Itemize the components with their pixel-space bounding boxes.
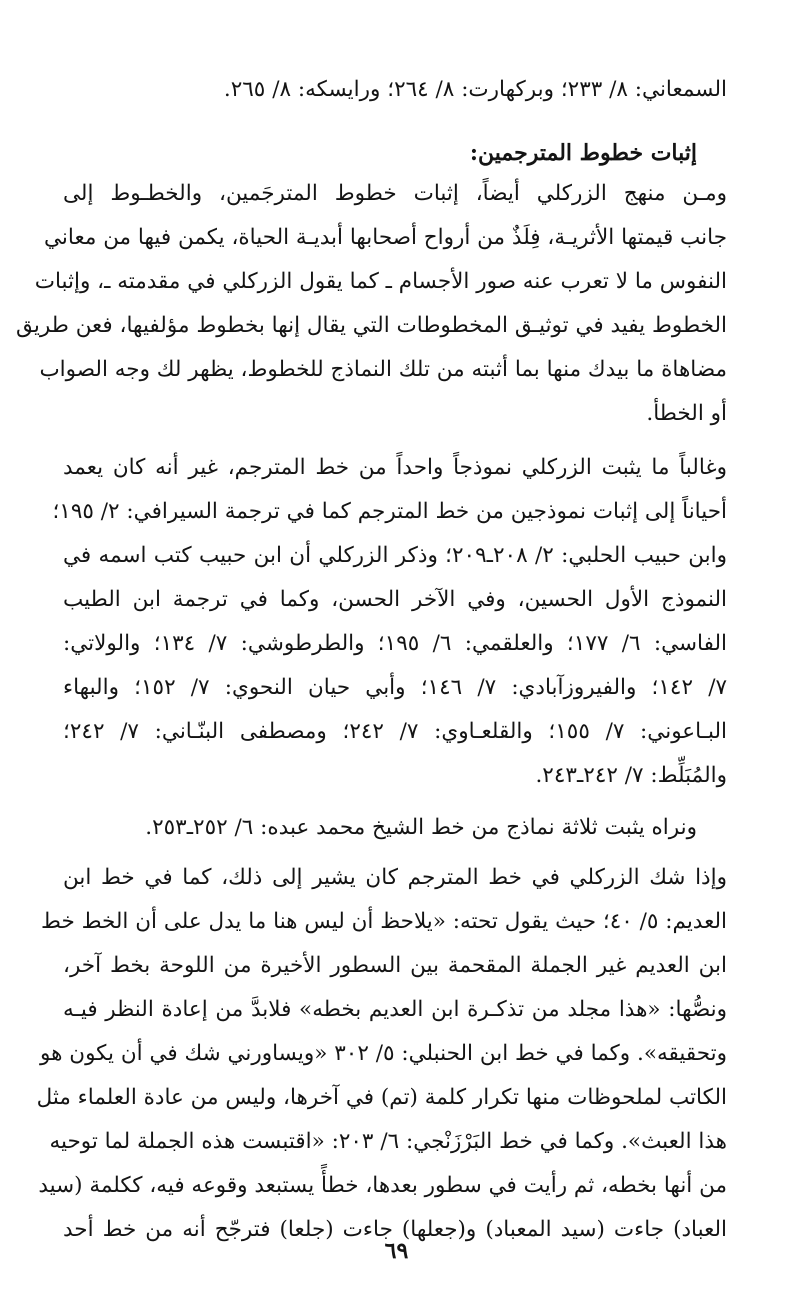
paragraph-line: الكاتب لملحوظات منها تكرار كلمة (تم) في آخرها، وليس من عادة العلماء مثل [36,1085,727,1110]
footnote-line: السمعاني: ٨/ ٢٣٣؛ وبركهارت: ٨/ ٢٦٤؛ ورايسكه: ٨/ ٢٦٥. [223,77,727,102]
paragraph-line: جانب قيمتها الأثريـة، فِلَذٌ من أرواح أصحابها أبديـة الحياة، يكمن فيها من معاني [44,225,727,250]
paragraph-line: أحياناً إلى إثبات نموذجين من خط المترجم كما في ترجمة السيرافي: ٢/ ١٩٥؛ [52,499,727,524]
paragraph-line: ونصُّها: «هذا مجلد من تذكـرة ابن العديم بخطه» فلابدَّ من إعادة النظر فيـه [63,997,727,1022]
paragraph-line: العديم: ٥/ ٤٠؛ حيث يقول تحته: «يلاحظ أن ليس هنا ما يدل على أن الخط خط [41,909,727,934]
paragraph-line: وابن حبيب الحلبي: ٢/ ٢٠٨ـ٢٠٩؛ وذكر الزركلي أن ابن حبيب كتب اسمه في [63,543,728,568]
paragraph-line: ونراه يثبت ثلاثة نماذج من خط الشيخ محمد عبده: ٦/ ٢٥٢ـ٢٥٣. [145,815,697,840]
paragraph-line: مضاهاة ما بيدك منها بما أثبته من تلك النماذج للخطوط، يظهر لك وجه الصواب [39,357,727,382]
section-heading: إثبات خطوط المترجمين: [469,140,697,166]
paragraph-line: الخطوط يفيد في توثيـق المخطوطات التي يقال إنها بخطوط مؤلفيها، فعن طريق [15,313,727,338]
paragraph-line: النموذج الأول الحسين، وفي الآخر الحسن، وكما في ترجمة ابن الطيب [63,587,727,612]
paragraph-line: البـاعوني: ٧/ ١٥٥؛ والقلعـاوي: ٧/ ٢٤٢؛ ومصطفى البنّـاني: ٧/ ٢٤٢؛ [63,719,727,744]
paragraph-line: وتحقيقه». وكما في خط ابن الحنبلي: ٥/ ٣٠٢ «ويساورني شك في أن يكون هو [40,1041,727,1066]
paragraph-line: ٧/ ١٤٢؛ والفيروزآبادي: ٧/ ١٤٦؛ وأبي حيان النحوي: ٧/ ١٥٢؛ والبهاء [63,675,727,700]
paragraph-line: ومـن منهج الزركلي أيضاً، إثبات خطوط المترجَمين، والخطـوط إلى [63,181,727,206]
paragraph-line: العباد) جاءت (سيد المعباد) و(جعلها) جاءت (جلعا) فترجّح أنه من خط أحد [63,1217,727,1242]
paragraph-line: هذا العبث». وكما في خط البَرْزَنْجي: ٦/ ٢٠٣: «اقتبست هذه الجملة لما توحيه [49,1129,727,1154]
paragraph-line: وغالباً ما يثبت الزركلي نموذجاً واحداً من خط المترجم، غير أنه كان يعمد [63,455,727,480]
paragraph-line: الفاسي: ٦/ ١٧٧؛ والعلقمي: ٦/ ١٩٥؛ والطرطوشي: ٧/ ١٣٤؛ والولاتي: [63,631,727,656]
page-number: ٦٩ [384,1238,409,1264]
paragraph-line: أو الخطأ. [646,401,727,426]
paragraph-line: والمُبَلِّط: ٧/ ٢٤٢ـ٢٤٣. [535,763,727,788]
paragraph-line: من أنها بخطه، ثم رأيت في سطور بعدها، خطأً يستبعد وقوعه فيه، ككلمة (سيد [38,1173,727,1198]
paragraph-line: وإذا شك الزركلي في خط المترجم كان يشير إلى ذلك، كما في خط ابن [63,865,727,890]
paragraph-line: ابن العديم غير الجملة المقحمة بين السطور الأخيرة من اللوحة بخط آخر، [63,953,727,978]
paragraph-line: النفوس ما لا تعرب عنه صور الأجسام ـ كما يقول الزركلي في مقدمته ـ، وإثبات [34,269,727,294]
